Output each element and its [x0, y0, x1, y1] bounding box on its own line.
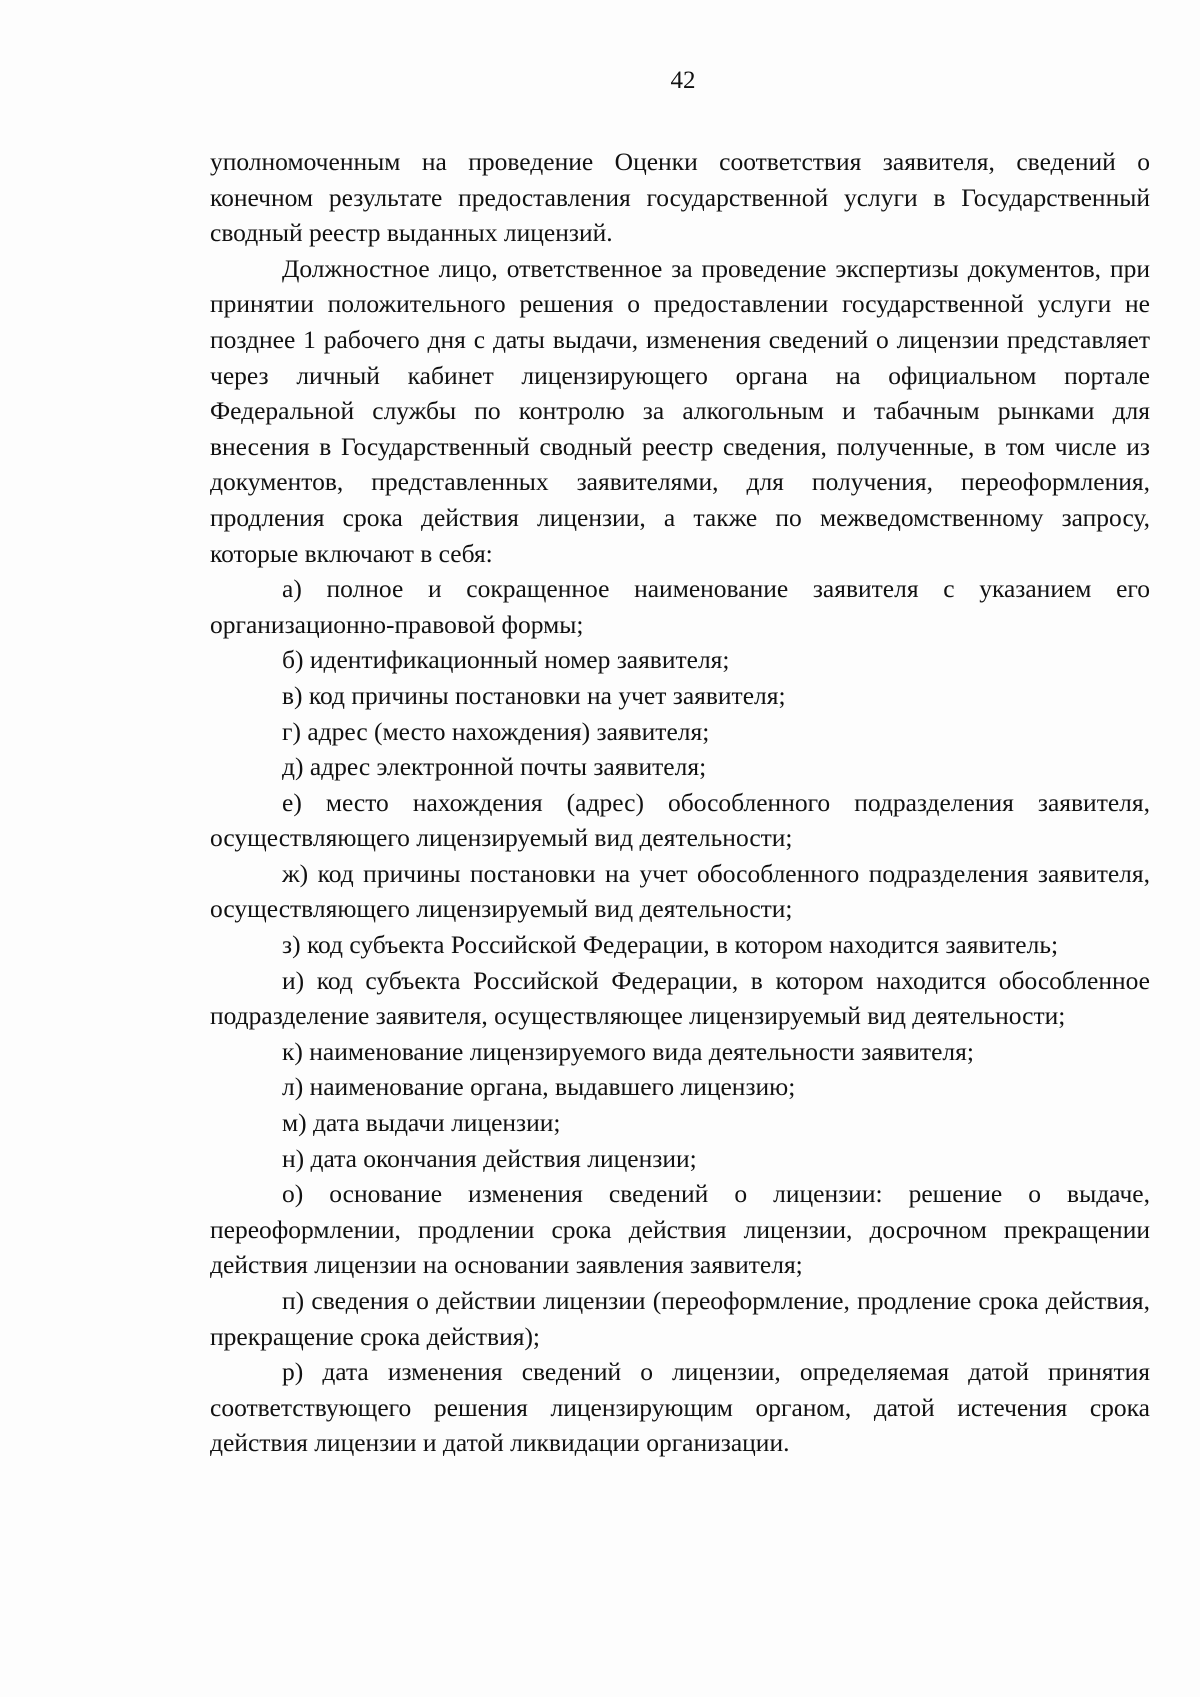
list-item-l: л) наименование органа, выдавшего лицензию;: [282, 1072, 796, 1102]
list-item-g: г) адрес (место нахождения) заявителя;: [282, 716, 710, 746]
list-item-r: р) дата изменения сведений о лицензии, определяемая датой принятия соответствующего решения лицензирующим органом, датой истечения срока действия лицензии и датой ликвидации организации.: [210, 1357, 1150, 1458]
list-item-b: б) идентификационный номер заявителя;: [282, 645, 730, 675]
document-body: [210, 144, 1150, 1461]
list-item-i: и) код субъекта Российской Федерации, в котором находится обособленное подразделение заявителя, осуществляющее лицензируемый вид деятельности;: [210, 965, 1150, 1031]
list-item-k: к) наименование лицензируемого вида деятельности заявителя;: [282, 1036, 974, 1066]
list-item-zh: ж) код причины постановки на учет обособленного подразделения заявителя, осуществляющего лицензируемый вид деятельности;: [210, 858, 1150, 924]
list-item-e: е) место нахождения (адрес) обособленного подразделения заявителя, осуществляющего лицензируемый вид деятельности;: [210, 787, 1150, 853]
list-item-d: д) адрес электронной почты заявителя;: [282, 752, 707, 782]
list-item-p: п) сведения о действии лицензии (переоформление, продление срока действия, прекращение срока действия);: [210, 1286, 1150, 1351]
list-item-o: о) основание изменения сведений о лицензии: решение о выдаче, переоформлении, продлении срока действия лицензии, досрочном прекращении действия лицензии на основании заявления заявителя;: [210, 1179, 1150, 1280]
list-item-n: н) дата окончания действия лицензии;: [282, 1143, 697, 1173]
paragraph-intro-continuation: уполномоченным на проведение Оценки соответствия заявителя, сведений о конечном результате предоставления государственной услуги в Государственный сводный реестр выданных лицензий.: [210, 147, 1150, 248]
paragraph-official-duties: Должностное лицо, ответственное за проведение экспертизы документов, при принятии положительного решения о предоставлении государственной услуги не позднее 1 рабочего дня с даты выдачи, изменения сведений о лицензии представляет через личный кабинет лицензирующего органа на официальном портале Федеральной службы по контролю за алкогольным и табачным рынками для внесения в Государственный сводный реестр сведения, полученные, в том числе из документов, представленных заявителями, для получения, переоформления, продления срока действия лицензии, а также по межведомственному запросу, которые включают в себя:: [210, 253, 1150, 568]
page-number: 42: [670, 67, 696, 94]
list-item-a: а) полное и сокращенное наименование заявителя с указанием его организационно-правовой формы;: [210, 574, 1150, 639]
list-item-v: в) код причины постановки на учет заявителя;: [282, 680, 786, 710]
list-item-z: з) код субъекта Российской Федерации, в котором находится заявитель;: [282, 930, 1059, 960]
list-item-m: м) дата выдачи лицензии;: [282, 1108, 561, 1138]
